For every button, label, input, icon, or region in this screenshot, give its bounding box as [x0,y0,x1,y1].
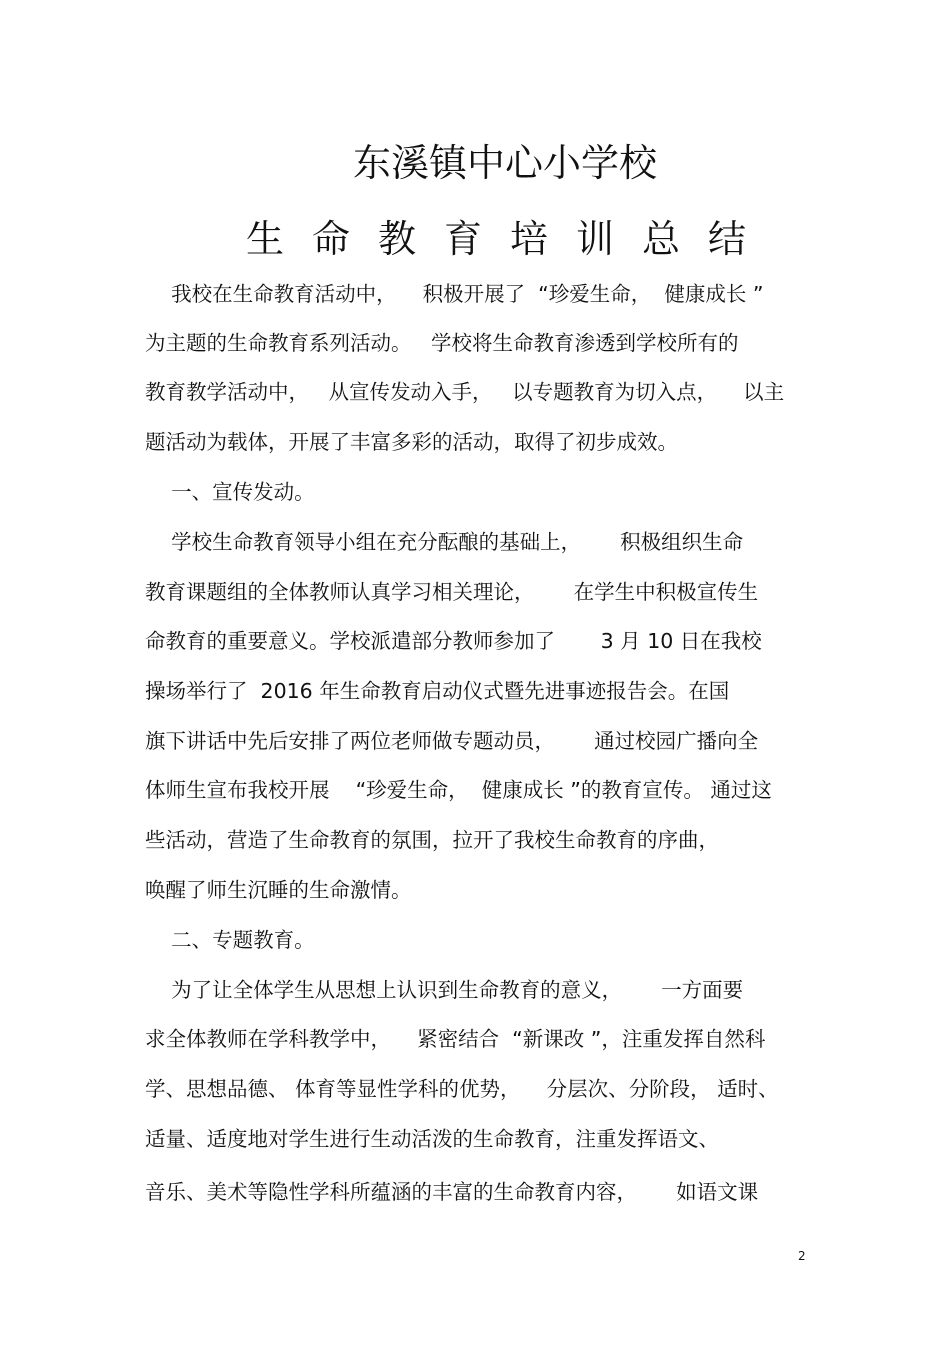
text-line: 音乐、美术等隐性学科所蕴涵的丰富的生命教育内容， 如语文课 [145,1180,759,1204]
document-subtitle: 生命教育培训总结 [245,217,774,261]
text-line: 唤醒了师生沉睡的生命激情。 [145,878,412,902]
text-line: 学校生命教育领导小组在充分酝酿的基础上， 积极组织生命 [145,530,744,554]
page-number: 2 [798,1249,806,1263]
section-heading: 一、宣传发动。 [145,480,315,504]
text-line: 旗下讲话中先后安排了两位老师做专题动员， 通过校园广播向全 [145,729,759,753]
text-line: 命教育的重要意义。学校派遣部分教师参加了 3 月 10 日在我校 [145,629,762,653]
text-line: 我校在生命教育活动中， 积极开展了 “珍爱生命， 健康成长 ” [145,282,764,306]
text-line: 求全体教师在学科教学中， 紧密结合 “新课改 ”，注重发挥自然科 [145,1027,766,1051]
section-heading: 二、专题教育。 [145,928,315,952]
text-line: 为了让全体学生从思想上认识到生命教育的意义， 一方面要 [145,978,744,1002]
text-line: 教育课题组的全体教师认真学习相关理论， 在学生中积极宣传生 [145,580,759,604]
text-line: 体师生宣布我校开展 “珍爱生命， 健康成长 ”的教育宣传。 通过这 [145,778,772,802]
text-line: 为主题的生命教育系列活动。 学校将生命教育渗透到学校所有的 [145,331,739,355]
text-line: 操场举行了 2016 年生命教育启动仪式暨先进事迹报告会。在国 [145,679,730,703]
text-line: 教育教学活动中， 从宣传发动入手， 以专题教育为切入点， 以主 [145,380,785,404]
document-title: 东溪镇中心小学校 [352,141,657,185]
text-line: 适量、适度地对学生进行生动活泼的生命教育，注重发挥语文、 [145,1127,719,1151]
text-line: 些活动，营造了生命教育的氛围，拉开了我校生命教育的序曲， [145,828,719,852]
text-line: 题活动为载体，开展了丰富多彩的活动，取得了初步成效。 [145,430,678,454]
text-line: 学、思想品德、 体育等显性学科的优势， 分层次、分阶段， 适时、 [145,1077,779,1101]
